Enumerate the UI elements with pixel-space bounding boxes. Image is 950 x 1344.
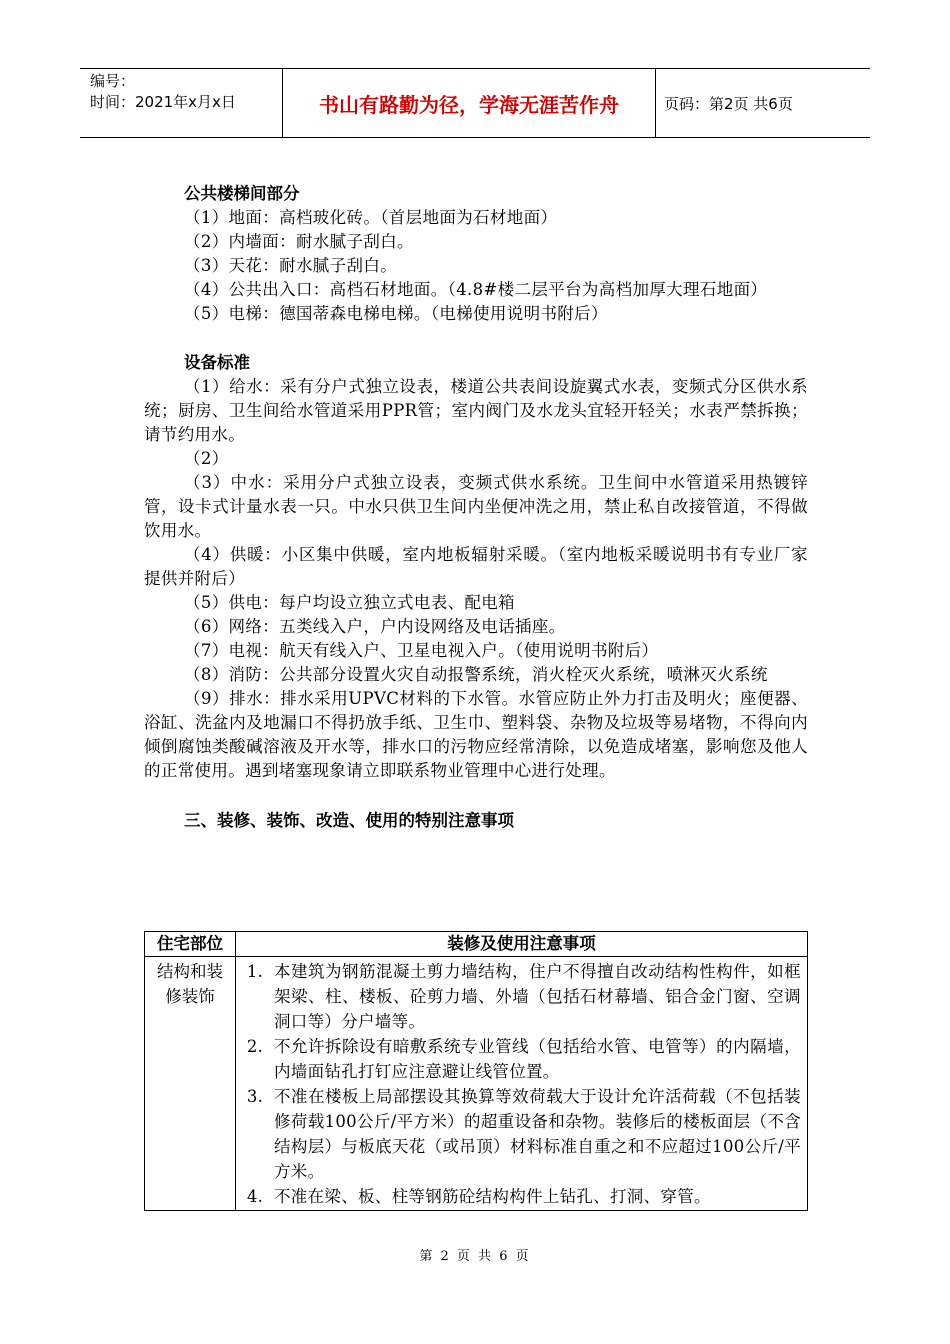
equipment-item: （5）供电：每户均设立独立式电表、配电箱	[184, 593, 515, 612]
note-item	[236, 1184, 801, 1209]
equipment-item: （9）排水：排水采用UPVC材料的下水管。水管应防止外力打击及明火；座便器、浴缸、洗盆内及地漏口不得扔放手纸、卫生巾、塑料袋、杂物及垃圾等易堵物，不得向内倾倒腐蚀类酸碱溶液及开水等，排水口的污物应经常清除，以免造成堵塞，影响您及他人的正常使用。遇到堵塞现象请立即联系物业管理中心进行处理。	[144, 689, 808, 780]
stairs-item: （3）天花：耐水腻子刮白。	[184, 256, 398, 275]
note-text: 本建筑为钢筋混凝土剪力墙结构，住户不得擅自改动结构性构件，如框架梁、柱、楼板、砼剪力墙、外墙（包括石材幕墙、铝合金门窗、空调洞口等）分户墙等。	[274, 962, 801, 1031]
equipment-item: （7）电视：航天有线入户、卫星电视入户。（使用说明书附后）	[184, 641, 659, 660]
residence-part-cell	[145, 957, 236, 1211]
note-item	[236, 1034, 801, 1084]
equipment-item: （4）供暖：小区集中供暖，室内地板辐射采暖。（室内地板采暖说明书有专业厂家提供并附后）	[144, 545, 808, 588]
page-footer: 第 2 页 共 6 页	[419, 1249, 531, 1264]
note-text: 不允许拆除设有暗敷系统专业管线（包括给水管、电管等）的内隔墙，内墙面钻孔打钉应注意避让线管位置。	[274, 1037, 801, 1081]
header-motto: 书山有路勤为径，学海无涯苦作舟	[283, 69, 656, 137]
note-item	[236, 959, 801, 1034]
equipment-item: （8）消防：公共部分设置火灾自动报警系统，消火栓灭火系统，喷淋灭火系统	[184, 665, 768, 684]
note-number: 3.	[246, 1087, 264, 1106]
header-page-info: 页码：第2页 共6页	[664, 94, 793, 113]
equipment-item: （2）	[184, 449, 229, 468]
stairs-section-title: 公共楼梯间部分	[184, 184, 300, 203]
stairs-item: （1）地面：高档玻化砖。（首层地面为石材地面）	[184, 208, 558, 227]
document-body	[144, 182, 808, 833]
equipment-section-title: 设备标准	[184, 353, 250, 372]
note-text: 不准在梁、板、柱等钢筋砼结构构件上钻孔、打洞、穿管。	[274, 1187, 711, 1206]
section-spacer	[144, 326, 808, 351]
notes-cell	[236, 957, 808, 1211]
time-label: 时间：2021年x月x日	[90, 93, 236, 111]
section-spacer	[144, 783, 808, 809]
stairs-item: （4）公共出入口：高档石材地面。（4.8#楼二层平台为高档加厚大理石地面）	[184, 280, 768, 299]
table-row	[145, 957, 808, 1211]
column-header-part: 住宅部位	[145, 932, 236, 957]
document-header	[80, 68, 870, 138]
stairs-item: （5）电梯：德国蒂森电梯电梯。（电梯使用说明书附后）	[184, 304, 608, 323]
column-header-notes: 装修及使用注意事项	[236, 932, 808, 957]
header-meta	[80, 69, 283, 137]
note-text: 不准在楼板上局部摆设其换算等效荷载大于设计允许活荷载（不包括装修荷载100公斤/平方米）的超重设备和杂物。装修后的楼板面层（不含结构层）与板底天花（或吊顶）材料标准自重之和不应超过100公斤/平方米。	[274, 1087, 801, 1181]
residence-part-label: 结构和装修装饰	[157, 962, 223, 1006]
note-number: 1.	[246, 962, 264, 981]
equipment-item: （1）给水：采有分户式独立设表，楼道公共表间设旋翼式水表，变频式分区供水系统；厨房、卫生间给水管道采用PPR管；室内阀门及水龙头宜轻开轻关；水表严禁拆换；请节约用水。	[144, 377, 808, 444]
note-number: 2.	[246, 1037, 264, 1056]
equipment-item: （3）中水：采用分户式独立设表，变频式供水系统。卫生间中水管道采用热镀锌管，设卡式计量水表一只。中水只供卫生间内坐便冲洗之用，禁止私自改接管道，不得做饮用水。	[144, 473, 808, 540]
stairs-item: （2）内墙面：耐水腻子刮白。	[184, 232, 414, 251]
section3-title: 三、装修、装饰、改造、使用的特别注意事项	[184, 811, 514, 830]
note-item	[236, 1084, 801, 1184]
table-header-row	[145, 932, 808, 957]
note-number: 4.	[246, 1187, 264, 1206]
renovation-notes-table	[144, 931, 808, 1211]
equipment-item: （6）网络：五类线入户，户内设网络及电话插座。	[184, 617, 566, 636]
serial-number-label: 编号：	[90, 72, 136, 90]
